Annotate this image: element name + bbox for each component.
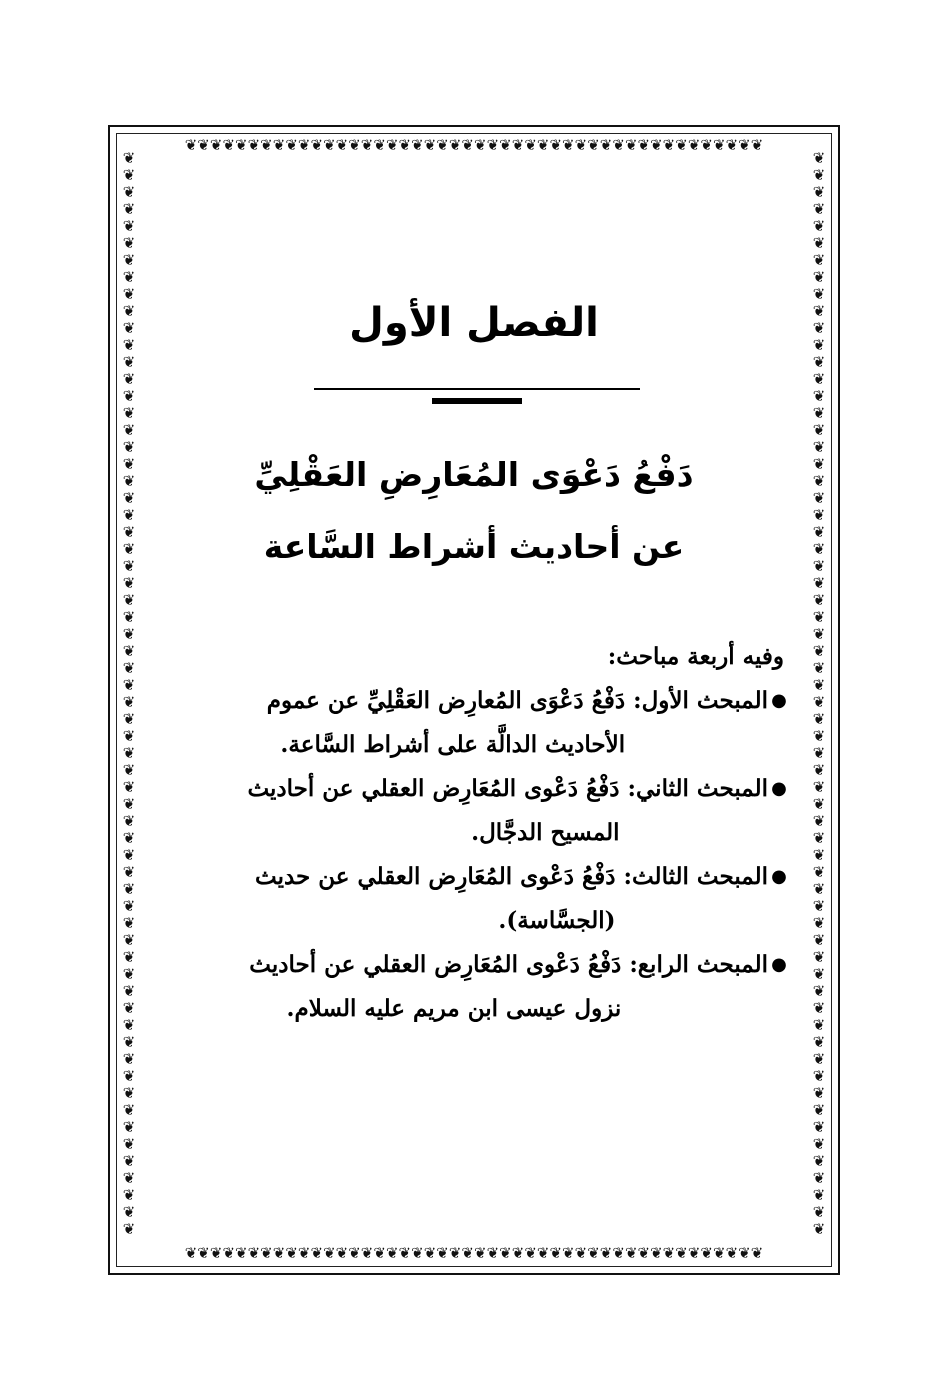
ornament-icon: ❦ [197, 1244, 210, 1262]
ornament-icon: ❦ [812, 625, 826, 643]
ornament-icon: ❦ [812, 948, 826, 966]
ornament-icon: ❦ [398, 136, 412, 154]
ornament-icon: ❦ [700, 136, 713, 154]
ornament-icon: ❦ [812, 1067, 826, 1085]
ornament-bottom-row [120, 1244, 828, 1262]
ornament-icon: ❦ [812, 183, 826, 201]
topic-text-line: (الجسَّاسة). [498, 907, 616, 934]
ornament-icon: ❦ [122, 506, 136, 524]
ornament-icon: ❦ [738, 1244, 751, 1262]
ornament-icon: ❦ [411, 136, 424, 154]
ornament-icon: ❦ [122, 931, 136, 949]
ornament-icon: ❦ [122, 1033, 136, 1051]
ornament-icon: ❦ [687, 136, 701, 154]
ornament-icon: ❦ [209, 1244, 223, 1262]
ornament-icon: ❦ [122, 1084, 136, 1102]
ornament-icon: ❦ [812, 150, 826, 167]
ornament-icon: ❦ [812, 710, 826, 728]
ornament-icon: ❦ [122, 251, 136, 269]
ornament-icon: ❦ [461, 1244, 474, 1262]
ornament-icon: ❦ [812, 336, 826, 354]
ornament-icon: ❦ [812, 166, 826, 184]
ornament-icon: ❦ [272, 136, 286, 154]
ornament-icon: ❦ [712, 1244, 726, 1262]
ornament-icon: ❦ [285, 136, 298, 154]
ornament-icon: ❦ [812, 472, 826, 490]
ornament-icon: ❦ [624, 136, 638, 154]
ornament-icon: ❦ [524, 1244, 537, 1262]
ornament-icon: ❦ [122, 438, 136, 456]
ornament-icon: ❦ [750, 1244, 764, 1262]
ornament-icon: ❦ [310, 1244, 324, 1262]
ornament-icon: ❦ [348, 1244, 361, 1262]
topic-text-line: نزول عيسى ابن مريم عليه السلام. [286, 995, 622, 1022]
ornament-icon: ❦ [184, 136, 198, 154]
topic-text-line: دَفْعُ دَعْوى المُعَارِض العقلي عن حديث [254, 863, 616, 890]
ornament-icon: ❦ [122, 659, 136, 677]
ornament-icon: ❦ [122, 897, 136, 915]
ornament-icon: ❦ [650, 1244, 663, 1262]
topic-text-line: دَفْعُ دَعْوَى المُعارِض العَقْلِيِّ عن عموم [266, 687, 626, 714]
ornament-icon: ❦ [486, 1244, 500, 1262]
ornament-icon: ❦ [360, 1244, 374, 1262]
ornament-icon: ❦ [812, 1135, 826, 1153]
ornament-icon: ❦ [738, 136, 751, 154]
ornament-icon: ❦ [812, 540, 826, 558]
ornament-icon: ❦ [122, 1169, 136, 1187]
ornament-icon: ❦ [184, 1244, 198, 1262]
ornament-icon: ❦ [122, 982, 136, 1000]
ornament-icon: ❦ [812, 1084, 826, 1102]
ornament-icon: ❦ [297, 1244, 311, 1262]
ornament-icon: ❦ [812, 999, 826, 1017]
ornament-icon: ❦ [122, 1152, 136, 1170]
ornament-icon: ❦ [812, 761, 826, 779]
ornament-icon: ❦ [122, 387, 136, 405]
bullet-icon: ● [771, 778, 787, 799]
ornament-icon: ❦ [812, 557, 826, 575]
ornament-icon: ❦ [122, 183, 136, 201]
ornament-icon: ❦ [536, 136, 550, 154]
ornament-icon: ❦ [122, 1016, 136, 1034]
ornament-icon: ❦ [812, 200, 826, 218]
ornament-icon: ❦ [612, 136, 625, 154]
ornament-icon: ❦ [712, 136, 726, 154]
ornament-icon: ❦ [122, 999, 136, 1017]
ornament-icon: ❦ [235, 136, 248, 154]
ornament-icon: ❦ [122, 353, 136, 371]
ornament-icon: ❦ [448, 136, 462, 154]
ornament-icon: ❦ [812, 812, 826, 830]
ornament-icon: ❦ [122, 302, 136, 320]
ornament-icon: ❦ [812, 846, 826, 864]
topic-text [150, 679, 625, 767]
ornament-icon: ❦ [812, 1016, 826, 1034]
ornament-icon: ❦ [812, 302, 826, 320]
ornament-icon: ❦ [812, 982, 826, 1000]
ornament-icon: ❦ [687, 1244, 701, 1262]
ornament-icon: ❦ [812, 387, 826, 405]
ornament-icon: ❦ [122, 591, 136, 609]
ornament-icon: ❦ [222, 136, 236, 154]
ornament-icon: ❦ [812, 642, 826, 660]
ornament-icon: ❦ [360, 136, 374, 154]
ornament-icon: ❦ [122, 285, 136, 303]
ornament-icon: ❦ [812, 319, 826, 337]
ornament-icon: ❦ [812, 523, 826, 541]
ornament-icon: ❦ [599, 1244, 613, 1262]
ornament-icon: ❦ [511, 136, 525, 154]
ornament-icon: ❦ [122, 166, 136, 184]
ornament-icon: ❦ [448, 1244, 462, 1262]
ornament-icon: ❦ [812, 506, 826, 524]
ornament-icon: ❦ [260, 136, 273, 154]
ornament-icon: ❦ [499, 136, 512, 154]
ornament-icon: ❦ [122, 336, 136, 354]
ornament-icon: ❦ [812, 1050, 826, 1068]
ornament-icon: ❦ [524, 136, 537, 154]
ornament-icon: ❦ [398, 1244, 412, 1262]
ornament-icon: ❦ [574, 136, 588, 154]
topics-section [150, 635, 790, 1031]
ornament-icon: ❦ [122, 1067, 136, 1085]
ornament-icon: ❦ [335, 1244, 349, 1262]
ornament-icon: ❦ [122, 710, 136, 728]
ornament-icon: ❦ [812, 931, 826, 949]
ornament-icon: ❦ [812, 353, 826, 371]
ornament-icon: ❦ [812, 659, 826, 677]
ornament-icon: ❦ [122, 557, 136, 575]
ornament-icon: ❦ [650, 136, 663, 154]
topic-item [150, 767, 790, 855]
ornament-icon: ❦ [750, 136, 764, 154]
ornament-icon: ❦ [348, 136, 361, 154]
topic-text-line: الأحاديث الدالَّة على أشراط السَّاعة. [280, 731, 626, 758]
ornament-icon: ❦ [549, 136, 563, 154]
ornament-icon: ❦ [474, 136, 487, 154]
ornament-icon: ❦ [323, 1244, 336, 1262]
ornament-icon: ❦ [812, 421, 826, 439]
ornament-icon: ❦ [122, 1135, 136, 1153]
ornament-icon: ❦ [122, 846, 136, 864]
ornament-icon: ❦ [122, 914, 136, 932]
ornament-icon: ❦ [599, 136, 613, 154]
ornament-icon: ❦ [423, 1244, 437, 1262]
ornament-icon: ❦ [197, 136, 210, 154]
ornament-icon: ❦ [587, 1244, 600, 1262]
topics-intro: وفيه أربعة مباحث: [607, 643, 784, 670]
ornament-icon: ❦ [260, 1244, 273, 1262]
ornament-icon: ❦ [812, 1169, 826, 1187]
ornament-left-column [120, 150, 138, 1246]
bullet-icon: ● [771, 954, 787, 975]
ornament-icon: ❦ [436, 136, 449, 154]
ornament-icon: ❦ [700, 1244, 713, 1262]
ornament-icon: ❦ [122, 540, 136, 558]
ornament-icon: ❦ [235, 1244, 248, 1262]
ornament-icon: ❦ [812, 285, 826, 303]
ornament-icon: ❦ [122, 608, 136, 626]
ornament-icon: ❦ [812, 778, 826, 796]
ornament-icon: ❦ [385, 1244, 399, 1262]
topic-text-line: دَفْعُ دَعْوى المُعَارِض العقلي عن أحاديث [249, 951, 622, 978]
ornament-icon: ❦ [122, 234, 136, 252]
ornament-icon: ❦ [122, 1203, 136, 1221]
ornament-icon: ❦ [122, 812, 136, 830]
ornament-icon: ❦ [812, 489, 826, 507]
bullet-icon: ● [771, 690, 787, 711]
ornament-icon: ❦ [812, 829, 826, 847]
topic-label: المبحث الثاني: [627, 775, 768, 802]
ornament-icon: ❦ [812, 591, 826, 609]
ornament-icon: ❦ [662, 136, 676, 154]
topic-text-line: المسيح الدجَّال. [471, 819, 620, 846]
ornament-icon: ❦ [122, 150, 136, 167]
ornament-icon: ❦ [812, 370, 826, 388]
ornament-icon: ❦ [812, 1203, 826, 1221]
ornament-icon: ❦ [122, 744, 136, 762]
ornament-icon: ❦ [122, 217, 136, 235]
ornament-icon: ❦ [461, 136, 474, 154]
ornament-icon: ❦ [474, 1244, 487, 1262]
ornament-icon: ❦ [122, 778, 136, 796]
ornament-icon: ❦ [812, 914, 826, 932]
ornament-icon: ❦ [675, 136, 688, 154]
ornament-icon: ❦ [122, 370, 136, 388]
ornament-icon: ❦ [812, 455, 826, 473]
title-rule-thin [314, 388, 640, 390]
ornament-icon: ❦ [725, 1244, 739, 1262]
ornament-icon: ❦ [812, 693, 826, 711]
chapter-subtitle-line2: عن أحاديث أشراط السَّاعة [263, 527, 685, 566]
topic-text [150, 767, 620, 855]
ornament-icon: ❦ [122, 761, 136, 779]
ornament-icon: ❦ [373, 1244, 386, 1262]
topic-label: المبحث الرابع: [629, 951, 768, 978]
ornament-icon: ❦ [812, 744, 826, 762]
ornament-icon: ❦ [247, 1244, 261, 1262]
topic-text [150, 943, 621, 1031]
ornament-icon: ❦ [812, 404, 826, 422]
topic-label: المبحث الأول: [633, 687, 768, 714]
ornament-icon: ❦ [122, 404, 136, 422]
ornament-icon: ❦ [624, 1244, 638, 1262]
ornament-icon: ❦ [323, 136, 336, 154]
ornament-icon: ❦ [812, 1186, 826, 1204]
ornament-icon: ❦ [812, 897, 826, 915]
ornament-icon: ❦ [209, 136, 223, 154]
ornament-icon: ❦ [122, 200, 136, 218]
ornament-icon: ❦ [612, 1244, 625, 1262]
ornament-icon: ❦ [122, 455, 136, 473]
ornament-icon: ❦ [812, 1220, 826, 1238]
ornament-icon: ❦ [549, 1244, 563, 1262]
ornament-icon: ❦ [310, 136, 324, 154]
ornament-icon: ❦ [486, 136, 500, 154]
ornament-icon: ❦ [812, 676, 826, 694]
ornament-icon: ❦ [122, 489, 136, 507]
topic-item [150, 855, 790, 943]
ornament-icon: ❦ [662, 1244, 676, 1262]
ornament-icon: ❦ [812, 727, 826, 745]
ornament-icon: ❦ [122, 625, 136, 643]
ornament-icon: ❦ [122, 880, 136, 898]
ornament-icon: ❦ [436, 1244, 449, 1262]
topic-text-line: دَفْعُ دَعْوى المُعَارِض العقلي عن أحاديث [247, 775, 620, 802]
topic-item [150, 943, 790, 1031]
ornament-icon: ❦ [812, 234, 826, 252]
ornament-icon: ❦ [122, 268, 136, 286]
ornament-icon: ❦ [373, 136, 386, 154]
ornament-icon: ❦ [122, 472, 136, 490]
ornament-icon: ❦ [812, 965, 826, 983]
ornament-icon: ❦ [122, 829, 136, 847]
ornament-icon: ❦ [122, 642, 136, 660]
ornament-icon: ❦ [247, 136, 261, 154]
ornament-icon: ❦ [285, 1244, 298, 1262]
ornament-icon: ❦ [562, 136, 575, 154]
ornament-icon: ❦ [122, 1220, 136, 1238]
title-rule-thick [432, 398, 522, 404]
ornament-icon: ❦ [574, 1244, 588, 1262]
ornament-icon: ❦ [122, 1050, 136, 1068]
ornament-icon: ❦ [272, 1244, 286, 1262]
ornament-icon: ❦ [587, 136, 600, 154]
ornament-icon: ❦ [725, 136, 739, 154]
ornament-icon: ❦ [411, 1244, 424, 1262]
ornament-icon: ❦ [812, 1033, 826, 1051]
ornament-icon: ❦ [812, 268, 826, 286]
ornament-icon: ❦ [122, 676, 136, 694]
ornament-icon: ❦ [812, 863, 826, 881]
ornament-icon: ❦ [812, 574, 826, 592]
chapter-subtitle-line1: دَفْعُ دَعْوَى المُعَارِضِ العَقْلِيِّ [254, 455, 694, 494]
ornament-icon: ❦ [499, 1244, 512, 1262]
chapter-title: الفصل الأول [349, 300, 599, 346]
ornament-icon: ❦ [122, 319, 136, 337]
bullet-icon: ● [771, 866, 787, 887]
ornament-icon: ❦ [536, 1244, 550, 1262]
ornament-icon: ❦ [122, 727, 136, 745]
topic-text [150, 855, 615, 943]
ornament-icon: ❦ [812, 795, 826, 813]
ornament-icon: ❦ [122, 421, 136, 439]
ornament-icon: ❦ [812, 880, 826, 898]
ornament-icon: ❦ [385, 136, 399, 154]
ornament-icon: ❦ [222, 1244, 236, 1262]
ornament-icon: ❦ [812, 1118, 826, 1136]
ornament-top-row [120, 136, 828, 154]
ornament-icon: ❦ [812, 438, 826, 456]
ornament-icon: ❦ [122, 1101, 136, 1119]
ornament-icon: ❦ [122, 693, 136, 711]
ornament-icon: ❦ [812, 1101, 826, 1119]
ornament-icon: ❦ [122, 795, 136, 813]
ornament-icon: ❦ [562, 1244, 575, 1262]
ornament-icon: ❦ [511, 1244, 525, 1262]
ornament-icon: ❦ [122, 574, 136, 592]
topic-item [150, 679, 790, 767]
ornament-icon: ❦ [297, 136, 311, 154]
topic-label: المبحث الثالث: [623, 863, 768, 890]
ornament-icon: ❦ [812, 251, 826, 269]
ornament-icon: ❦ [812, 1152, 826, 1170]
ornament-icon: ❦ [122, 1186, 136, 1204]
ornament-icon: ❦ [637, 1244, 651, 1262]
ornament-icon: ❦ [675, 1244, 688, 1262]
ornament-icon: ❦ [812, 217, 826, 235]
ornament-right-column [810, 150, 828, 1246]
ornament-icon: ❦ [812, 608, 826, 626]
ornament-icon: ❦ [637, 136, 651, 154]
ornament-icon: ❦ [423, 136, 437, 154]
ornament-icon: ❦ [122, 523, 136, 541]
ornament-icon: ❦ [122, 965, 136, 983]
ornament-icon: ❦ [122, 863, 136, 881]
ornament-icon: ❦ [122, 948, 136, 966]
ornament-icon: ❦ [122, 1118, 136, 1136]
ornament-icon: ❦ [335, 136, 349, 154]
